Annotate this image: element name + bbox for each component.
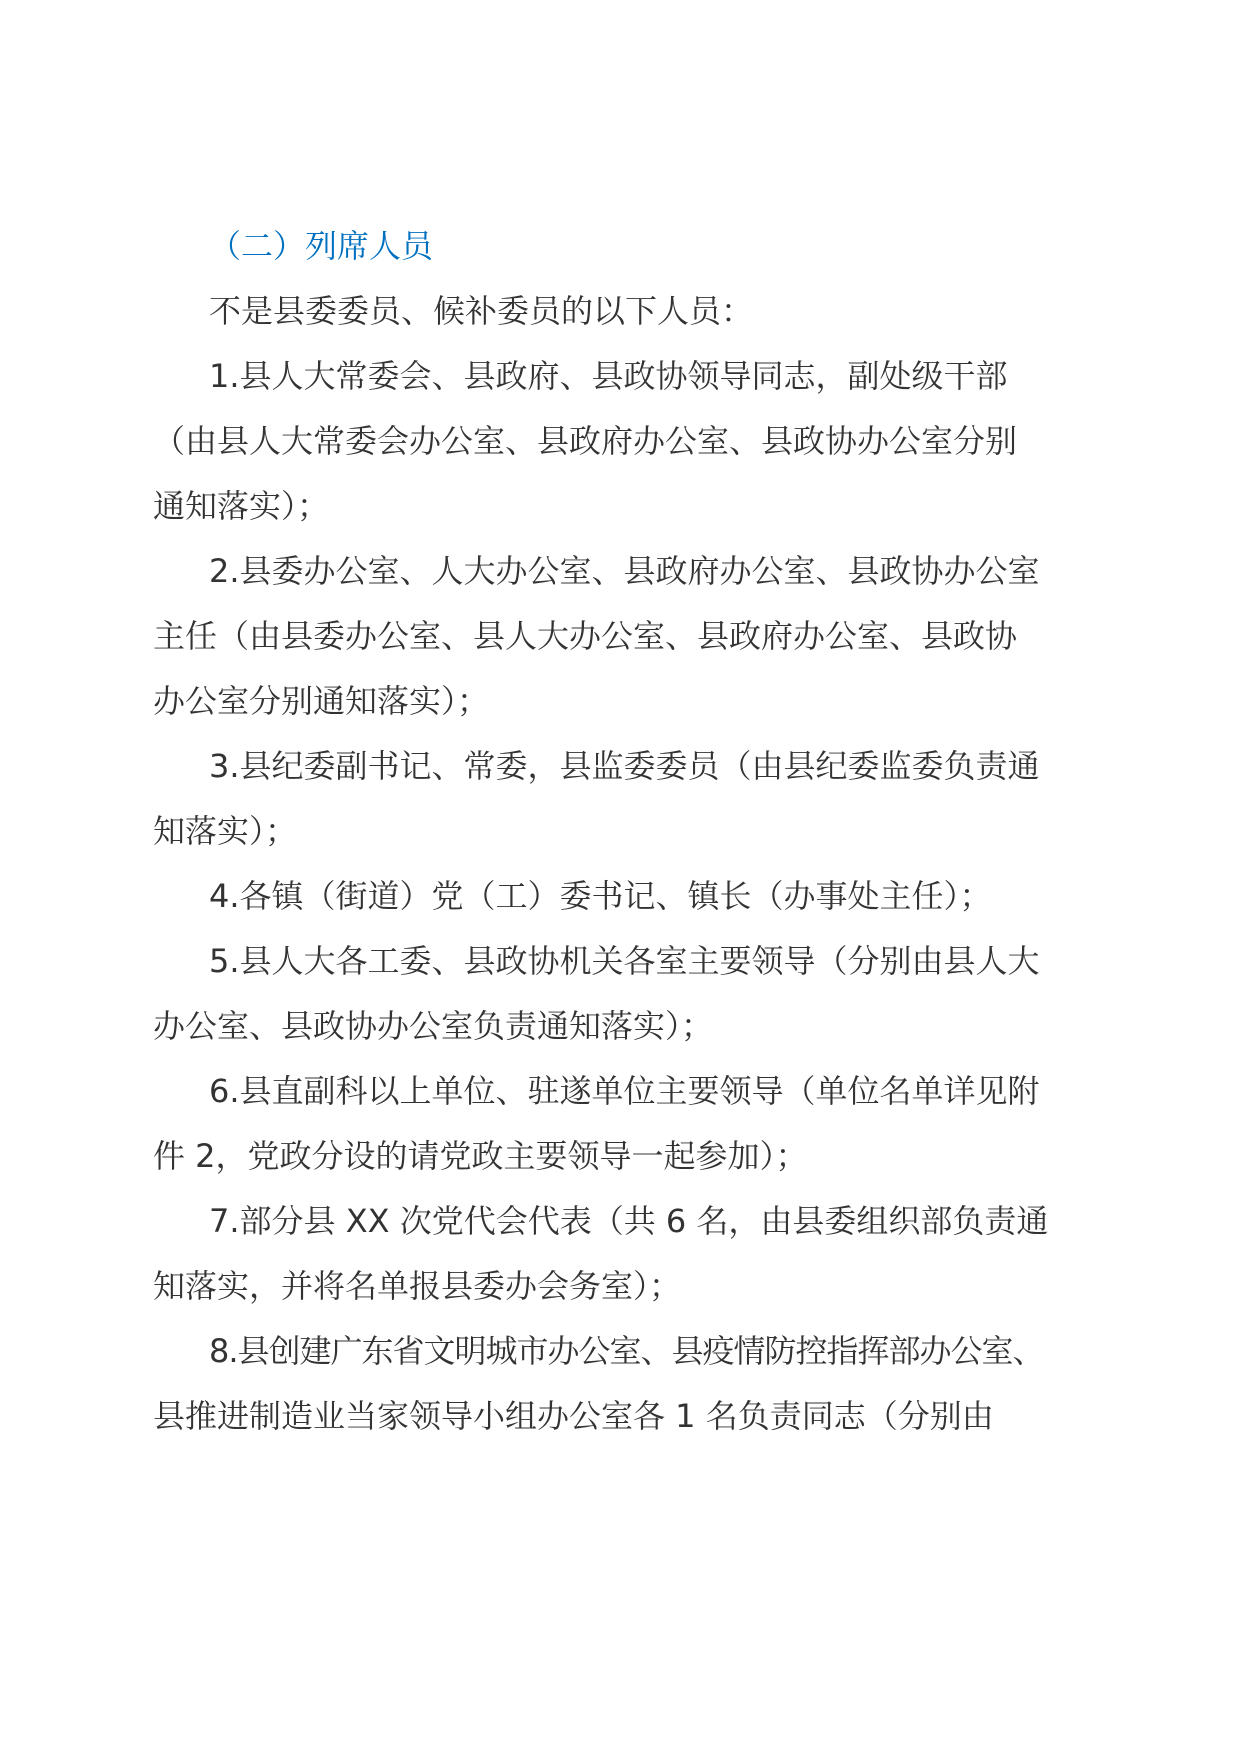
item-7-line-2: 知落实，并将名单报县委办会务室）； bbox=[153, 1267, 682, 1305]
item-6-line-2: 件 2，党政分设的请党政主要领导一起参加）； bbox=[153, 1137, 808, 1175]
item-4-line-1: 4.各镇（街道）党（工）委书记、镇长（办事处主任）； bbox=[209, 877, 992, 915]
section-heading: （二）列席人员 bbox=[209, 227, 434, 265]
item-1-line-3: 通知落实）； bbox=[153, 487, 330, 525]
item-2-line-2: 主任（由县委办公室、县人大办公室、县政府办公室、县政协 bbox=[153, 617, 1018, 655]
item-8-line-2: 县推进制造业当家领导小组办公室各 1 名负责同志（分别由 bbox=[153, 1397, 994, 1435]
item-3-line-1: 3.县纪委副书记、常委，县监委委员（由县纪委监委负责通 bbox=[209, 747, 1040, 785]
item-6-line-1: 6.县直副科以上单位、驻遂单位主要领导（单位名单详见附 bbox=[209, 1072, 1040, 1110]
item-2-line-3: 办公室分别通知落实）； bbox=[153, 682, 490, 720]
item-2-line-1: 2.县委办公室、人大办公室、县政府办公室、县政协办公室 bbox=[209, 552, 1040, 590]
intro-line: 不是县委委员、候补委员的以下人员： bbox=[209, 292, 754, 330]
item-5-line-2: 办公室、县政协办公室负责通知落实）； bbox=[153, 1007, 714, 1045]
item-1-line-2: （由县人大常委会办公室、县政府办公室、县政协办公室分别 bbox=[153, 422, 1018, 460]
item-8-line-1: 8.县创建广东省文明城市办公室、县疫情防控指挥部办公室、 bbox=[209, 1332, 1044, 1370]
item-7-line-1: 7.部分县 XX 次党代会代表（共 6 名，由县委组织部负责通 bbox=[209, 1202, 1049, 1240]
item-3-line-2: 知落实）； bbox=[153, 812, 298, 850]
item-5-line-1: 5.县人大各工委、县政协机关各室主要领导（分别由县人大 bbox=[209, 942, 1040, 980]
document-body bbox=[153, 214, 1098, 1449]
item-1-line-1: 1.县人大常委会、县政府、县政协领导同志，副处级干部 bbox=[209, 357, 1008, 395]
